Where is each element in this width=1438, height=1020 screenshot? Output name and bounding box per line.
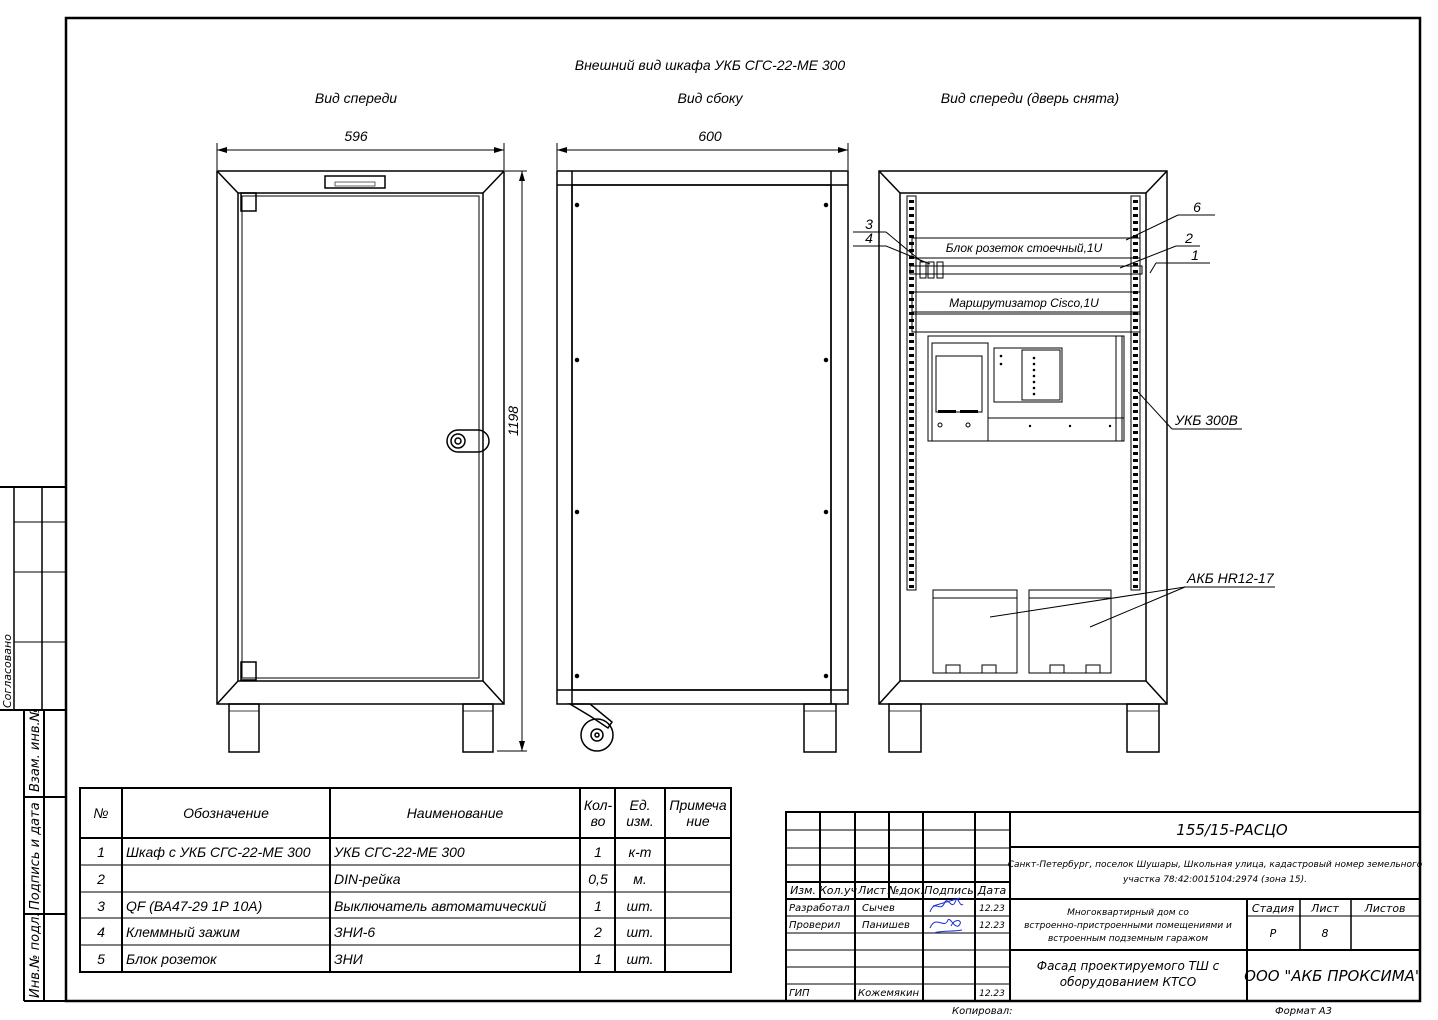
signature-developer [930, 898, 963, 912]
rail-hole [909, 466, 914, 469]
rail-hole [909, 480, 914, 483]
rail-hole [909, 221, 914, 224]
spec-cell-unit: м. [633, 871, 647, 887]
date-developer: 12.23 [979, 904, 1005, 914]
rail-hole [1133, 396, 1138, 399]
rail-hole [909, 347, 914, 350]
front-view [217, 143, 527, 752]
rail-hole [1133, 221, 1138, 224]
role-gip: ГИП [789, 988, 810, 999]
rail-hole [1133, 571, 1138, 574]
col-data: Дата [977, 884, 1007, 897]
rail-hole [1133, 305, 1138, 308]
spec-row [97, 924, 653, 940]
dim-front-width: 596 [344, 128, 368, 144]
col-podpis: Подпись [924, 884, 974, 897]
rail-hole [1133, 424, 1138, 427]
rail-hole [909, 529, 914, 532]
rail-hole [1133, 508, 1138, 511]
spec-cell-qty: 2 [594, 924, 602, 940]
rail-hole [1133, 340, 1138, 343]
spec-cell-designation: Клеммный зажим [126, 924, 240, 940]
rail-hole [909, 578, 914, 581]
rail-hole [1133, 270, 1138, 273]
spec-header-qty-2: во [590, 813, 606, 829]
rail-hole [909, 389, 914, 392]
rail-hole [909, 277, 914, 280]
callout-6: 6 [1193, 199, 1201, 215]
date-gip: 12.23 [979, 989, 1005, 999]
spec-table-header [93, 797, 726, 829]
rail-hole [1133, 459, 1138, 462]
rail-hole [1133, 578, 1138, 581]
callout-3: 3 [865, 216, 873, 232]
rail-hole [909, 284, 914, 287]
date-checker: 12.23 [979, 921, 1005, 931]
rail-hole [909, 564, 914, 567]
rail-hole [1133, 487, 1138, 490]
rail-hole [909, 403, 914, 406]
rail-hole [1133, 417, 1138, 420]
rail-hole [1133, 326, 1138, 329]
rail-hole [1133, 543, 1138, 546]
rail-hole [909, 473, 914, 476]
din-rail [910, 266, 1142, 274]
rail-hole [1133, 333, 1138, 336]
rail-hole [1133, 473, 1138, 476]
spec-cell-unit: шт. [626, 898, 654, 914]
col-izm: Изм. [790, 884, 816, 897]
format-label: Формат А3 [1275, 1006, 1332, 1017]
spec-cell-qty: 1 [594, 898, 602, 914]
spec-cell-name: УКБ СГС-22-МЕ 300 [334, 844, 465, 860]
name-checker: Панишев [862, 920, 910, 931]
spec-cell-qty: 0,5 [588, 871, 608, 887]
rail-hole [909, 452, 914, 455]
spec-cell-designation: Шкаф с УКБ СГС-22-МЕ 300 [126, 844, 311, 860]
rail-hole [909, 396, 914, 399]
rail-hole [909, 333, 914, 336]
col-ndok: №док. [888, 884, 924, 897]
signature-checker [930, 919, 962, 933]
rail-hole [909, 571, 914, 574]
callout-4: 4 [865, 230, 873, 246]
spec-cell-unit: шт. [626, 951, 654, 967]
spec-header-note-2: ние [686, 813, 710, 829]
spec-header-designation: Обозначение [183, 805, 269, 821]
rail-hole [1133, 354, 1138, 357]
rail-hole [909, 417, 914, 420]
spec-cell-num: 2 [97, 871, 105, 887]
rail-hole [909, 536, 914, 539]
view-front-open-title: Вид спереди (дверь снята) [940, 90, 1120, 106]
rail-hole [909, 214, 914, 217]
rail-hole [1133, 410, 1138, 413]
rail-hole [909, 410, 914, 413]
rail-hole [1133, 249, 1138, 252]
company-name: ООО "АКБ ПРОКСИМА" [1244, 967, 1422, 985]
margin-soglasovano: Согласовано [1, 634, 14, 708]
rail-hole [1133, 480, 1138, 483]
rail-hole [1133, 389, 1138, 392]
spec-header-note-1: Примеча [669, 797, 727, 813]
spec-cell-name: ЗНИ [334, 951, 363, 967]
rail-hole [909, 494, 914, 497]
rail-hole [1133, 585, 1138, 588]
rail-hole [1133, 466, 1138, 469]
rail-hole [909, 368, 914, 371]
rail-hole [1133, 522, 1138, 525]
spec-cell-designation: Блок розеток [126, 951, 217, 967]
spec-cell-num: 5 [97, 951, 105, 967]
rail-hole [1133, 431, 1138, 434]
rail-hole [1133, 445, 1138, 448]
rail-hole [909, 228, 914, 231]
sheet-value: 8 [1321, 927, 1329, 940]
object-line-2: встроенно-пристроенными помещениями и [1024, 921, 1232, 931]
rail-hole [1133, 242, 1138, 245]
sheet-label: Лист [1311, 902, 1339, 915]
spec-header-unit-2: изм. [626, 813, 654, 829]
rail-hole [909, 585, 914, 588]
rail-hole [909, 354, 914, 357]
name-developer: Сычев [862, 903, 895, 914]
rail-hole [909, 207, 914, 210]
rail-hole [909, 522, 914, 525]
spec-header-unit-1: Ед. [629, 797, 651, 813]
rail-hole [909, 375, 914, 378]
rail-hole [909, 200, 914, 203]
label-router: Маршрутизатор Cisco,1U [949, 296, 1099, 310]
rail-hole [909, 550, 914, 553]
rail-hole [909, 445, 914, 448]
address-line-1: Санкт-Петербург, поселок Шушары, Школьная улица, кадастровый номер земельного [1007, 860, 1423, 870]
name-gip: Кожемякин [858, 988, 920, 999]
object-line-1: Многоквартирный дом со [1067, 908, 1189, 918]
col-list: Лист [858, 884, 886, 897]
spec-header-num: № [93, 805, 109, 821]
view-front-title: Вид спереди [314, 90, 398, 106]
stage-value: Р [1269, 927, 1277, 940]
rail-hole [1133, 515, 1138, 518]
spec-header-qty-1: Кол- [583, 797, 613, 813]
rail-hole [1133, 277, 1138, 280]
rail-hole [1133, 214, 1138, 217]
rail-hole [909, 424, 914, 427]
margin-inv: Инв.№ подл. [28, 912, 43, 998]
callout-ukb: УКБ 300В [1175, 412, 1238, 428]
rail-hole [1133, 403, 1138, 406]
rail-hole [1133, 207, 1138, 210]
view-side-title: Вид сбоку [677, 90, 743, 106]
main-title: Внешний вид шкафа УКБ СГС-22-МЕ 300 [574, 57, 846, 73]
margin-vzam: Взам. инв.№ [28, 707, 43, 792]
spec-row [96, 871, 647, 887]
rail-hole [1133, 319, 1138, 322]
rail-hole [909, 508, 914, 511]
side-view [557, 143, 848, 752]
rail-hole [909, 438, 914, 441]
spec-row [97, 898, 653, 914]
rail-hole [1133, 557, 1138, 560]
title-block-text [789, 821, 1423, 1017]
spec-cell-num: 1 [97, 844, 105, 860]
margin-podpis: Подпись и дата [28, 802, 43, 910]
spec-cell-unit: шт. [626, 924, 654, 940]
spec-header-name: Наименование [406, 805, 504, 821]
rail-hole [1133, 368, 1138, 371]
callout-1: 1 [1191, 247, 1199, 263]
spec-cell-num: 4 [97, 924, 105, 940]
rail-hole [1133, 228, 1138, 231]
dim-height: 1198 [505, 405, 521, 437]
rail-hole [1133, 536, 1138, 539]
sheets-label: Листов [1364, 902, 1406, 915]
rail-hole [1133, 347, 1138, 350]
copied-label: Копировал: [952, 1006, 1013, 1017]
doc-code: 155/15-РАСЦО [1176, 821, 1288, 839]
battery-1 [933, 590, 1017, 673]
stage-label: Стадия [1251, 902, 1295, 915]
spec-cell-name: DIN-рейка [334, 871, 401, 887]
role-developer: Разработал [789, 903, 850, 914]
rail-hole [1133, 284, 1138, 287]
rail-hole [1133, 529, 1138, 532]
rail-hole [909, 515, 914, 518]
ukb-unit [928, 336, 1124, 441]
object-line-3: встроенным подземным гаражом [1047, 934, 1209, 944]
rail-hole [1133, 550, 1138, 553]
spec-table-body [96, 844, 653, 967]
ukb-indicators [938, 355, 1111, 427]
rail-hole [1133, 361, 1138, 364]
rail-hole [909, 543, 914, 546]
rail-hole [909, 340, 914, 343]
rail-hole [1133, 452, 1138, 455]
drawing-name-2: оборудованием КТСО [1059, 975, 1197, 989]
rail-hole [909, 431, 914, 434]
drawing-name-1: Фасад проектируемого ТШ с [1036, 959, 1220, 973]
spec-row [97, 951, 653, 967]
spec-cell-name: ЗНИ-6 [334, 924, 376, 940]
rail-hole [1133, 298, 1138, 301]
rail-hole [909, 501, 914, 504]
address-line-2: участка 78:42:0015104:2974 (зона 15). [1123, 875, 1307, 885]
spec-cell-designation: QF (ВА47-29 1Р 10А) [126, 898, 263, 914]
callout-akb: АКБ HR12-17 [1187, 570, 1274, 586]
label-socket-block: Блок розеток стоечный,1U [945, 241, 1103, 255]
rail-hole [1133, 438, 1138, 441]
rail-hole [909, 382, 914, 385]
spec-cell-unit: к-т [628, 844, 652, 860]
spec-cell-qty: 1 [594, 951, 602, 967]
rail-hole [909, 459, 914, 462]
rail-hole [909, 487, 914, 490]
rail-hole [1133, 494, 1138, 497]
rail-hole [1133, 375, 1138, 378]
front-open-legs [889, 704, 1159, 752]
dim-side-width: 600 [698, 128, 722, 144]
spec-cell-num: 3 [97, 898, 105, 914]
spec-cell-name: Выключатель автоматический [334, 898, 547, 914]
rail-hole [1133, 501, 1138, 504]
rail-hole [909, 557, 914, 560]
battery-2 [1029, 590, 1111, 673]
rail-hole [1133, 564, 1138, 567]
rail-hole [1133, 200, 1138, 203]
callout-2: 2 [1185, 230, 1193, 246]
col-koluch: Кол.уч [818, 884, 858, 897]
spec-cell-qty: 1 [594, 844, 602, 860]
rail-hole [909, 361, 914, 364]
spec-row [97, 844, 652, 860]
rail-hole [1133, 382, 1138, 385]
role-checker: Проверил [789, 920, 841, 931]
